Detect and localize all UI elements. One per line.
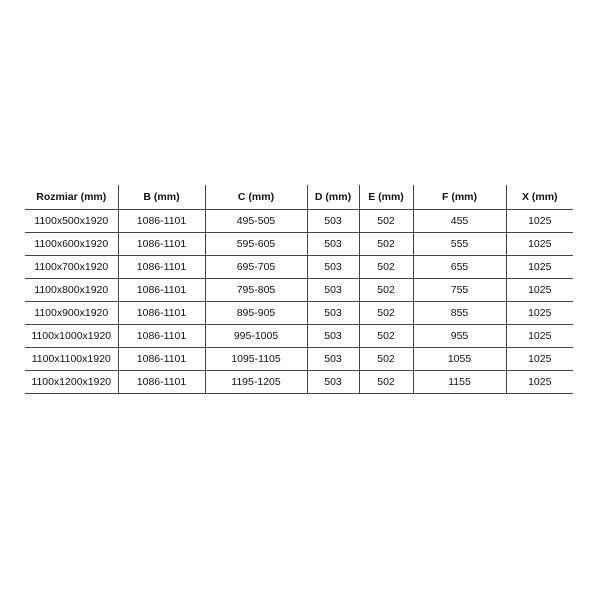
cell-x: 1025 — [506, 233, 573, 256]
cell-rozmiar: 1100x1200x1920 — [25, 371, 118, 394]
cell-b: 1086-1101 — [118, 348, 205, 371]
cell-c: 795-805 — [205, 279, 307, 302]
cell-f: 855 — [413, 302, 506, 325]
cell-b: 1086-1101 — [118, 302, 205, 325]
cell-f: 655 — [413, 256, 506, 279]
cell-e: 502 — [359, 279, 413, 302]
cell-d: 503 — [307, 233, 359, 256]
cell-c: 595-605 — [205, 233, 307, 256]
header-e: E (mm) — [359, 185, 413, 210]
cell-x: 1025 — [506, 256, 573, 279]
cell-b: 1086-1101 — [118, 210, 205, 233]
cell-x: 1025 — [506, 371, 573, 394]
dimensions-table — [25, 185, 573, 394]
cell-e: 502 — [359, 371, 413, 394]
cell-x: 1025 — [506, 348, 573, 371]
cell-e: 502 — [359, 325, 413, 348]
table-row — [25, 348, 573, 371]
cell-d: 503 — [307, 325, 359, 348]
table-row — [25, 210, 573, 233]
cell-f: 755 — [413, 279, 506, 302]
cell-rozmiar: 1100x900x1920 — [25, 302, 118, 325]
cell-f: 1055 — [413, 348, 506, 371]
cell-rozmiar: 1100x1000x1920 — [25, 325, 118, 348]
header-f: F (mm) — [413, 185, 506, 210]
cell-b: 1086-1101 — [118, 325, 205, 348]
cell-d: 503 — [307, 279, 359, 302]
cell-c: 995-1005 — [205, 325, 307, 348]
cell-f: 1155 — [413, 371, 506, 394]
cell-x: 1025 — [506, 302, 573, 325]
header-c: C (mm) — [205, 185, 307, 210]
cell-b: 1086-1101 — [118, 256, 205, 279]
cell-f: 455 — [413, 210, 506, 233]
cell-e: 502 — [359, 348, 413, 371]
cell-d: 503 — [307, 348, 359, 371]
header-d: D (mm) — [307, 185, 359, 210]
cell-x: 1025 — [506, 210, 573, 233]
cell-rozmiar: 1100x800x1920 — [25, 279, 118, 302]
cell-c: 1195-1205 — [205, 371, 307, 394]
cell-e: 502 — [359, 302, 413, 325]
cell-x: 1025 — [506, 279, 573, 302]
cell-c: 495-505 — [205, 210, 307, 233]
table-row — [25, 302, 573, 325]
cell-f: 555 — [413, 233, 506, 256]
table-row — [25, 279, 573, 302]
cell-c: 695-705 — [205, 256, 307, 279]
table-header-row — [25, 185, 573, 210]
cell-f: 955 — [413, 325, 506, 348]
cell-e: 502 — [359, 210, 413, 233]
header-x: X (mm) — [506, 185, 573, 210]
cell-e: 502 — [359, 233, 413, 256]
cell-d: 503 — [307, 302, 359, 325]
cell-b: 1086-1101 — [118, 233, 205, 256]
cell-rozmiar: 1100x1100x1920 — [25, 348, 118, 371]
cell-b: 1086-1101 — [118, 279, 205, 302]
table-row — [25, 371, 573, 394]
header-b: B (mm) — [118, 185, 205, 210]
cell-rozmiar: 1100x500x1920 — [25, 210, 118, 233]
cell-c: 895-905 — [205, 302, 307, 325]
cell-e: 502 — [359, 256, 413, 279]
cell-x: 1025 — [506, 325, 573, 348]
cell-rozmiar: 1100x600x1920 — [25, 233, 118, 256]
cell-d: 503 — [307, 256, 359, 279]
cell-c: 1095-1105 — [205, 348, 307, 371]
table-row — [25, 256, 573, 279]
table-row — [25, 233, 573, 256]
cell-d: 503 — [307, 210, 359, 233]
table-row — [25, 325, 573, 348]
cell-b: 1086-1101 — [118, 371, 205, 394]
cell-d: 503 — [307, 371, 359, 394]
header-rozmiar: Rozmiar (mm) — [25, 185, 118, 210]
cell-rozmiar: 1100x700x1920 — [25, 256, 118, 279]
